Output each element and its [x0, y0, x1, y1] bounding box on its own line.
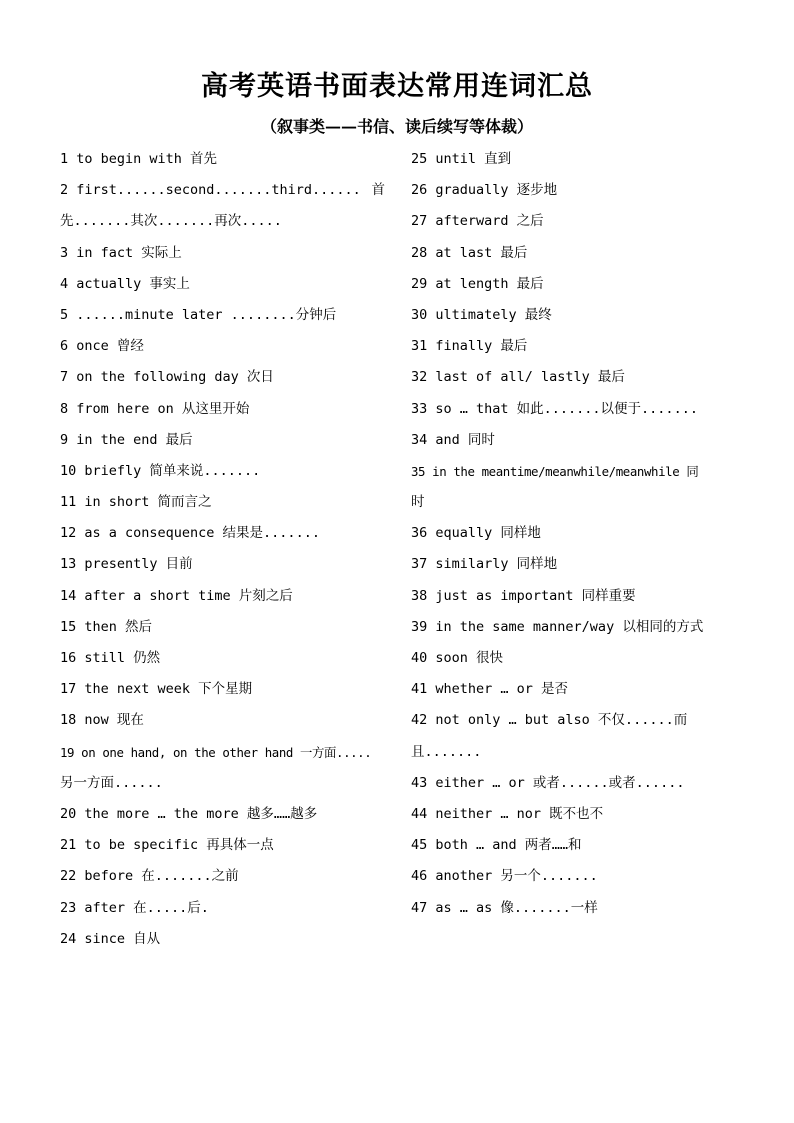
- list-item: 35 in the meantime/meanwhile/meanwhile 同: [411, 463, 699, 479]
- list-item: 另一方面......: [60, 774, 163, 791]
- list-item: 12 as a consequence 结果是.......: [60, 525, 320, 542]
- list-item: 14 after a short time 片刻之后: [60, 587, 293, 604]
- list-item: 19 on one hand, on the other hand 一方面.....: [60, 744, 372, 760]
- list-item: 7 on the following day 次日: [60, 369, 274, 386]
- list-item: 15 then 然后: [60, 618, 153, 635]
- list-item: 46 another 另一个.......: [411, 868, 598, 885]
- page-subtitle: （叙事类——书信、读后续写等体裁）: [260, 117, 533, 136]
- list-item: 17 the next week 下个星期: [60, 681, 253, 698]
- list-item: 4 actually 事实上: [60, 275, 190, 292]
- list-item: 42 not only … but also 不仅......而: [411, 712, 688, 729]
- list-item: 11 in short 简而言之: [60, 494, 212, 511]
- page-title: 高考英语书面表达常用连词汇总: [201, 71, 593, 102]
- list-item: 时: [411, 494, 425, 511]
- list-item: 30 ultimately 最终: [411, 306, 552, 323]
- list-item: 22 before 在.......之前: [60, 868, 239, 885]
- list-item: 36 equally 同样地: [411, 525, 541, 542]
- list-item: 39 in the same manner/way 以相同的方式: [411, 618, 704, 635]
- list-item: 25 until 直到: [411, 151, 512, 167]
- list-item: 45 both … and 两者……和: [411, 837, 582, 854]
- list-item: 28 at last 最后: [411, 244, 528, 261]
- list-item: 27 afterward 之后: [411, 213, 544, 230]
- list-item: 34 and 同时: [411, 431, 495, 448]
- list-item: 先.......其次.......再次.....: [60, 213, 282, 230]
- list-item: 43 either … or 或者......或者......: [411, 774, 685, 791]
- list-item: 33 so … that 如此.......以便于.......: [411, 400, 698, 417]
- list-item: 47 as … as 像.......一样: [411, 899, 598, 916]
- list-item: 21 to be specific 再具体一点: [60, 837, 274, 854]
- list-item: 24 since 自从: [60, 930, 161, 947]
- list-item-text: 首: [371, 182, 385, 199]
- list-item: 38 just as important 同样重要: [411, 587, 636, 604]
- list-item: 18 now 现在: [60, 712, 144, 729]
- list-item: 13 presently 目前: [60, 556, 193, 573]
- list-item: 且.......: [411, 743, 482, 760]
- list-item: 41 whether … or 是否: [411, 681, 569, 698]
- list-item: 26 gradually 逐步地: [411, 182, 558, 199]
- list-item: 5 ......minute later ........分钟后: [60, 306, 337, 323]
- list-item: 10 briefly 简单来说.......: [60, 462, 261, 479]
- list-item: 3 in fact 实际上: [60, 244, 182, 261]
- list-item: 16 still 仍然: [60, 650, 161, 666]
- list-item: 20 the more … the more 越多……越多: [60, 805, 318, 822]
- left-column: [60, 144, 385, 955]
- list-item: 44 neither … nor 既不也不: [411, 805, 604, 822]
- list-item: 29 at length 最后: [411, 275, 544, 292]
- list-item: 1 to begin with 首先: [60, 151, 218, 167]
- list-item: 37 similarly 同样地: [411, 556, 558, 573]
- list-item-text: 2 first......second.......third......: [60, 182, 361, 199]
- list-item: 6 once 曾经: [60, 338, 144, 355]
- list-item: 23 after 在.....后.: [60, 899, 209, 916]
- list-item: [60, 175, 385, 206]
- right-column: [411, 144, 741, 924]
- list-item: 9 in the end 最后: [60, 431, 193, 448]
- list-item: 31 finally 最后: [411, 338, 528, 355]
- list-item: 8 from here on 从这里开始: [60, 400, 250, 417]
- list-item: 40 soon 很快: [411, 650, 504, 666]
- list-item: 32 last of all/ lastly 最后: [411, 369, 625, 386]
